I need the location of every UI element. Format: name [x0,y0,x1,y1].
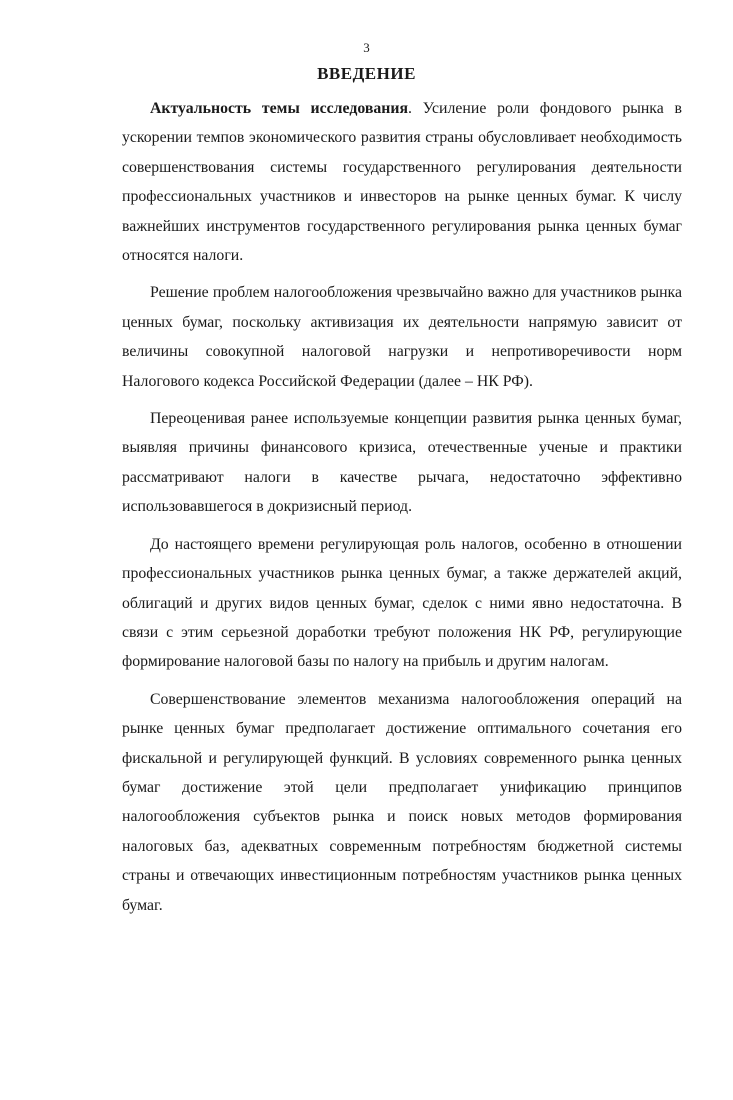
page-title: ВВЕДЕНИЕ [317,64,416,83]
page-number: 3 [363,40,370,55]
paragraph-reassessment: Переоценивая ранее используемые концепции развития рынка ценных бумаг, выявляя причины финансового кризиса, отечественные ученые и практики рассматривают налоги в качестве рычага, недостаточно эффективно использовавшегося в докризисный период. [122,410,682,516]
document-body [122,94,682,928]
paragraph-regulatory-role: До настоящего времени регулирующая роль налогов, особенно в отношении профессиональных участников рынка ценных бумаг, а также держателей акций, облигаций и других видов ценных бумаг, сделок с ними явно недостаточна. В связи с этим серьезной доработки требуют положения НК РФ, регулирующие формирование налоговой базы по налогу на прибыль и другим налогам. [122,535,682,671]
paragraph-relevance [122,94,682,270]
paragraph-lead: Актуальность темы исследования [150,100,409,117]
paragraph-improvement: Совершенствование элементов механизма налогообложения операций на рынке ценных бумаг предполагает достижение оптимального сочетания его фискальной и регулирующей функций. В условиях современного рынка ценных бумаг достижение этой цели предполагает унификацию принципов налогообложения субъектов рынка и поиск новых методов формирования налоговых баз, адекватных современным потребностям бюджетной системы страны и отвечающих инвестиционным потребностям участников рынка ценных бумаг. [122,690,682,914]
paragraph-tax-problems: Решение проблем налогообложения чрезвычайно важно для участников рынка ценных бумаг, поскольку активизация их деятельности напрямую зависит от величины совокупной налоговой нагрузки и непротиворечивости норм Налогового кодекса Российской Федерации (далее – НК РФ). [122,284,682,390]
paragraph-text: . Усиление роли фондового рынка в ускорении темпов экономического развития страны обусловливает необходимость совершенствования системы государственного регулирования деятельности профессиональных участников и инвесторов на рынке ценных бумаг. К числу важнейших инструментов государственного регулирования рынка ценных бумаг относятся налоги. [122,100,682,265]
